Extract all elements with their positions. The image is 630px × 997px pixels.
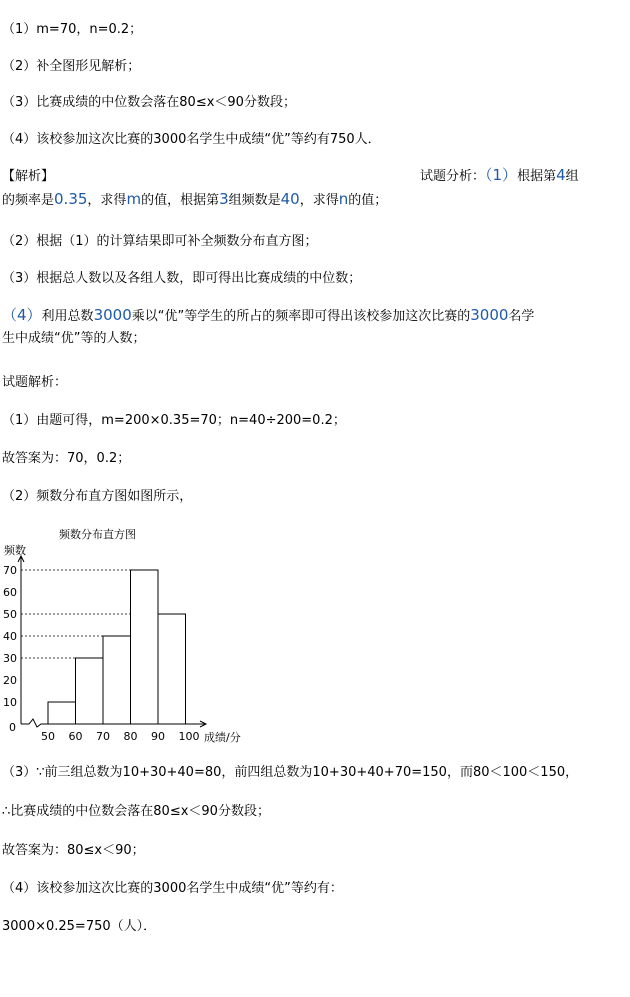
y-tick-label-10: 10 xyxy=(3,696,17,709)
solution-4: （4）该校参加这次比赛的3000名学生中成绩“优”等约有： xyxy=(2,881,343,896)
analysis-p1-n3: 3 xyxy=(219,190,229,208)
bar-70-80 xyxy=(103,636,131,724)
bar-50-60 xyxy=(48,702,76,724)
analysis-intro: 试题分析： xyxy=(420,169,486,184)
chart-layer xyxy=(3,527,241,744)
analysis-p1-text3: 的频率是 xyxy=(2,193,55,208)
analysis-p4 xyxy=(2,306,534,326)
bar-90-100 xyxy=(158,614,186,724)
y-tick-label-0: 0 xyxy=(9,721,16,734)
answer-3: （3）比赛成绩的中位数会落在80≤x＜90分数段； xyxy=(2,95,296,110)
analysis-intro-line xyxy=(420,166,579,186)
analysis-p1-cont xyxy=(2,190,387,210)
analysis-p1-n4: 4 xyxy=(556,166,566,184)
solution-heading: 试题解析： xyxy=(2,375,68,390)
answer-4: （4）该校参加这次比赛的3000名学生中成绩“优”等约有750人． xyxy=(2,132,381,147)
y-tick-label-50: 50 xyxy=(3,608,17,621)
answer-2: （2）补全图形见解析； xyxy=(2,59,141,74)
solution-3-answer: 故答案为：80≤x＜90； xyxy=(2,843,145,858)
y-tick-label-20: 20 xyxy=(3,674,17,687)
y-tick-label-60: 60 xyxy=(3,586,17,599)
analysis-p1-n: n xyxy=(338,190,349,208)
x-tick-label-90: 90 xyxy=(151,730,165,743)
y-tick-label-30: 30 xyxy=(3,652,17,665)
x-tick-label-50: 50 xyxy=(41,730,55,743)
analysis-tag: 【解析】 xyxy=(2,169,55,184)
analysis-p1-v40: 40 xyxy=(280,190,300,208)
analysis-p4-cont: 生中成绩“优”等的人数； xyxy=(2,331,146,346)
analysis-p1-m: m xyxy=(126,190,142,208)
bar-60-70 xyxy=(76,658,104,724)
solution-2: （2）频数分布直方图如图所示， xyxy=(2,489,193,504)
y-tick-label-70: 70 xyxy=(3,564,17,577)
x-tick-label-60: 60 xyxy=(68,730,83,743)
analysis-p4-num: （4） xyxy=(2,306,42,324)
solution-3b: ∴比赛成绩的中位数会落在80≤x＜90分数段； xyxy=(2,804,270,819)
answer-1: （1）m=70，n=0.2； xyxy=(2,22,143,37)
chart-title: 频数分布直方图 xyxy=(59,528,136,541)
analysis-p1-text5: 的值，根据第 xyxy=(141,193,220,208)
x-axis-label: 成绩/分 xyxy=(204,731,241,744)
analysis-p1-text7: ，求得 xyxy=(299,193,339,208)
y-tick-label-40: 40 xyxy=(3,630,17,643)
x-tick-label-70: 70 xyxy=(96,730,110,743)
x-tick-label-80: 80 xyxy=(123,730,138,743)
x-tick-label-100: 100 xyxy=(178,730,200,743)
analysis-p3: （3）根据总人数以及各组人数，即可得出比赛成绩的中位数； xyxy=(2,271,362,286)
analysis-p1-text4: ，求得 xyxy=(87,193,127,208)
analysis-p1-text6: 组频数是 xyxy=(228,193,281,208)
analysis-p1-v035: 0.35 xyxy=(54,190,88,208)
analysis-p2: （2）根据（1）的计算结果即可补全频数分布直方图； xyxy=(2,234,318,249)
solution-4b: 3000×0.25=750（人）． xyxy=(2,919,157,934)
analysis-p1-text8: 的值； xyxy=(348,193,388,208)
solution-1-answer: 故答案为：70，0.2； xyxy=(2,451,131,466)
histogram-chart xyxy=(0,520,300,752)
analysis-p4-v2: 3000 xyxy=(470,306,509,324)
bar-80-90 xyxy=(131,570,159,724)
analysis-p1-text1: 根据第 xyxy=(517,169,557,184)
solution-3: （3）∵前三组总数为10+30+40=80，前四组总数为10+30+40+70=150，而80＜100＜150， xyxy=(2,765,579,780)
analysis-p4-text2: 乘以“优”等学生的所占的频率即可得出该校参加这次比赛的 xyxy=(131,309,471,324)
analysis-p4-text3: 名学 xyxy=(508,309,535,324)
solution-1: （1）由题可得，m=200×0.35=70；n=40÷200=0.2； xyxy=(2,413,346,428)
analysis-p1-text2: 组 xyxy=(565,169,579,184)
analysis-p4-v1: 3000 xyxy=(93,306,132,324)
analysis-p1-num: （1） xyxy=(485,166,518,184)
y-axis-label: 频数 xyxy=(4,544,26,557)
analysis-p4-text1: 利用总数 xyxy=(41,309,94,324)
